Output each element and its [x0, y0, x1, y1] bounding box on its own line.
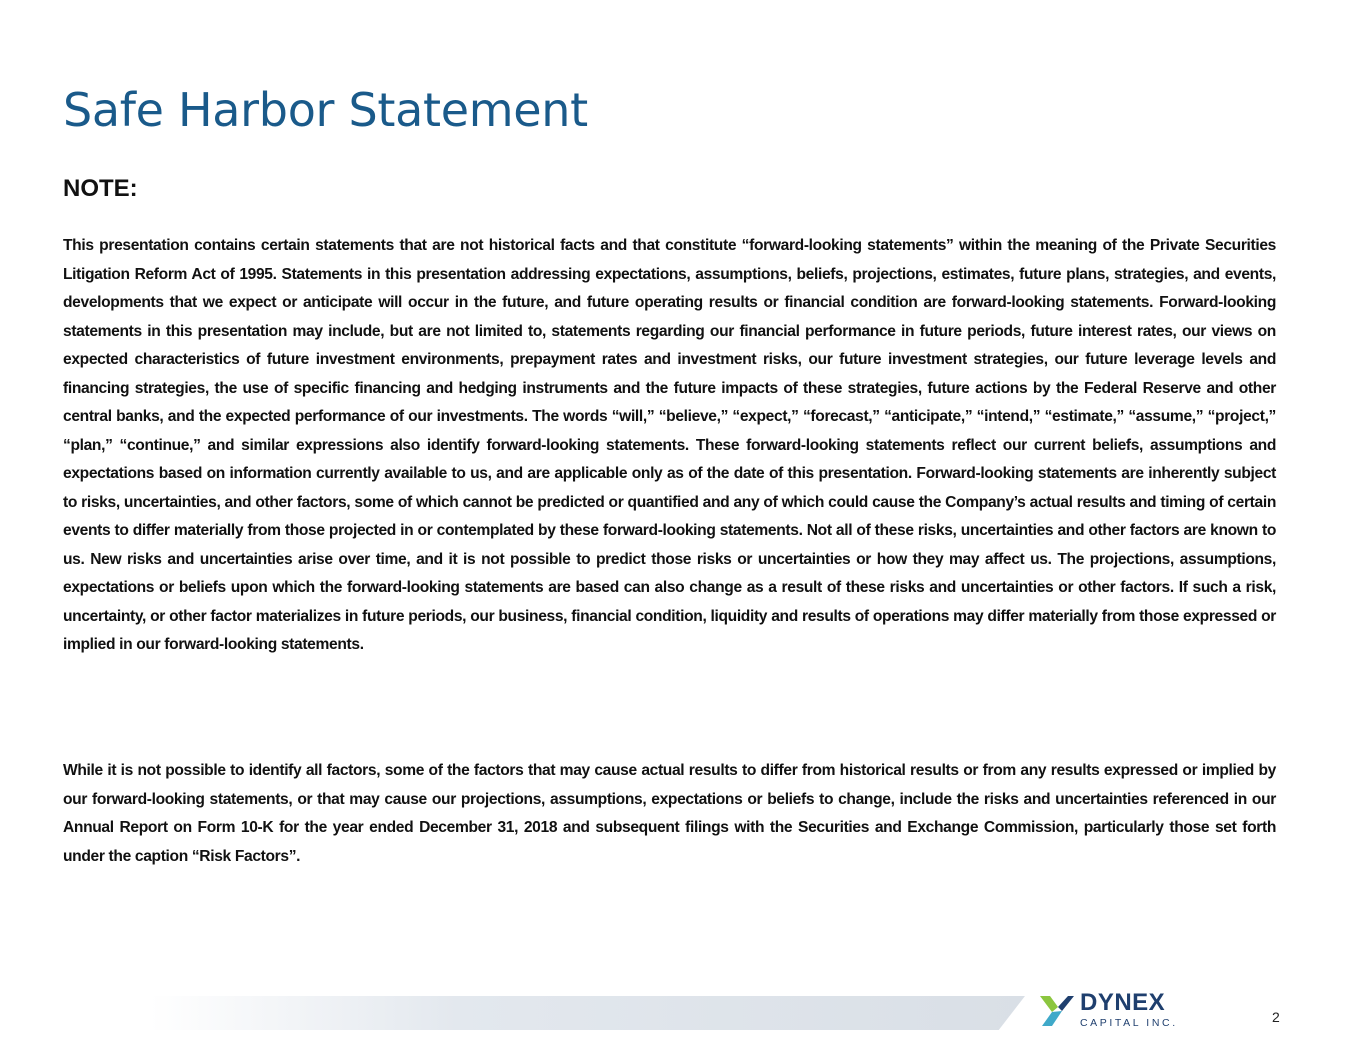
logo-subtitle: CAPITAL INC. — [1080, 1017, 1178, 1029]
safe-harbor-paragraph-2: While it is not possible to identify all factors, some of the factors that may cause actual results to differ from historical results or from any results expressed or implied by our forward-looking statements, or that may cause our projections, assumptions, expectations or beliefs to change, include the risks and uncertainties referenced in our Annual Report on Form 10-K for the year ended December 31, 2018 and subsequent filings with the Securities and Exchange Commission, particularly those set forth under the caption “Risk Factors”. — [63, 762, 1276, 865]
note-heading: NOTE: — [63, 175, 138, 202]
logo-name: DYNEX — [1080, 989, 1166, 1016]
slide-title: Safe Harbor Statement — [63, 83, 588, 137]
page-number: 2 — [1272, 1009, 1280, 1025]
footer-gradient-bar — [150, 996, 1025, 1030]
dynex-logo-mark-icon — [1038, 992, 1074, 1028]
dynex-logo — [1038, 990, 1188, 1032]
safe-harbor-paragraph-1: This presentation contains certain statements that are not historical facts and that constitute “forward-looking statements” within the meaning of the Private Securities Litigation Reform Act of 1995. Statements in this presentation addressing expectations, assumptions, beliefs, projections, estimates, future plans, strategies, and events, developments that we expect or anticipate will occur in the future, and future operating results or financial condition are forward-looking statements. Forward-looking statements in this presentation may include, but are not limited to, statements regarding our financial performance in future periods, future interest rates, our views on expected characteristics of future investment environments, prepayment rates and investment risks, our future investment strategies, our future leverage levels and financing strategies, the use of specific financing and hedging instruments and the future impacts of these strategies, future actions by the Federal Reserve and other central banks, and the expected performance of our investments. The words “will,” “believe,” “expect,” “forecast,” “anticipate,” “intend,” “estimate,” “assume,” “project,” “plan,” “continue,” and similar expressions also identify forward-looking statements. These forward-looking statements reflect our current beliefs, assumptions and expectations based on information currently available to us, and are applicable only as of the date of this presentation. Forward-looking statements are inherently subject to risks, uncertainties, and other factors, some of which cannot be predicted or quantified and any of which could cause the Company’s actual results and timing of certain events to differ materially from those projected in or contemplated by these forward-looking statements. Not all of these risks, uncertainties and other factors are known to us. New risks and uncertainties arise over time, and it is not possible to predict those risks or uncertainties or how they may affect us. The projections, assumptions, expectations or beliefs upon which the forward-looking statements are based can also change as a result of these risks and uncertainties or other factors. If such a risk, uncertainty, or other factor materializes in future periods, our business, financial condition, liquidity and results of operations may differ materially from those expressed or implied in our forward-looking statements. — [63, 237, 1276, 653]
